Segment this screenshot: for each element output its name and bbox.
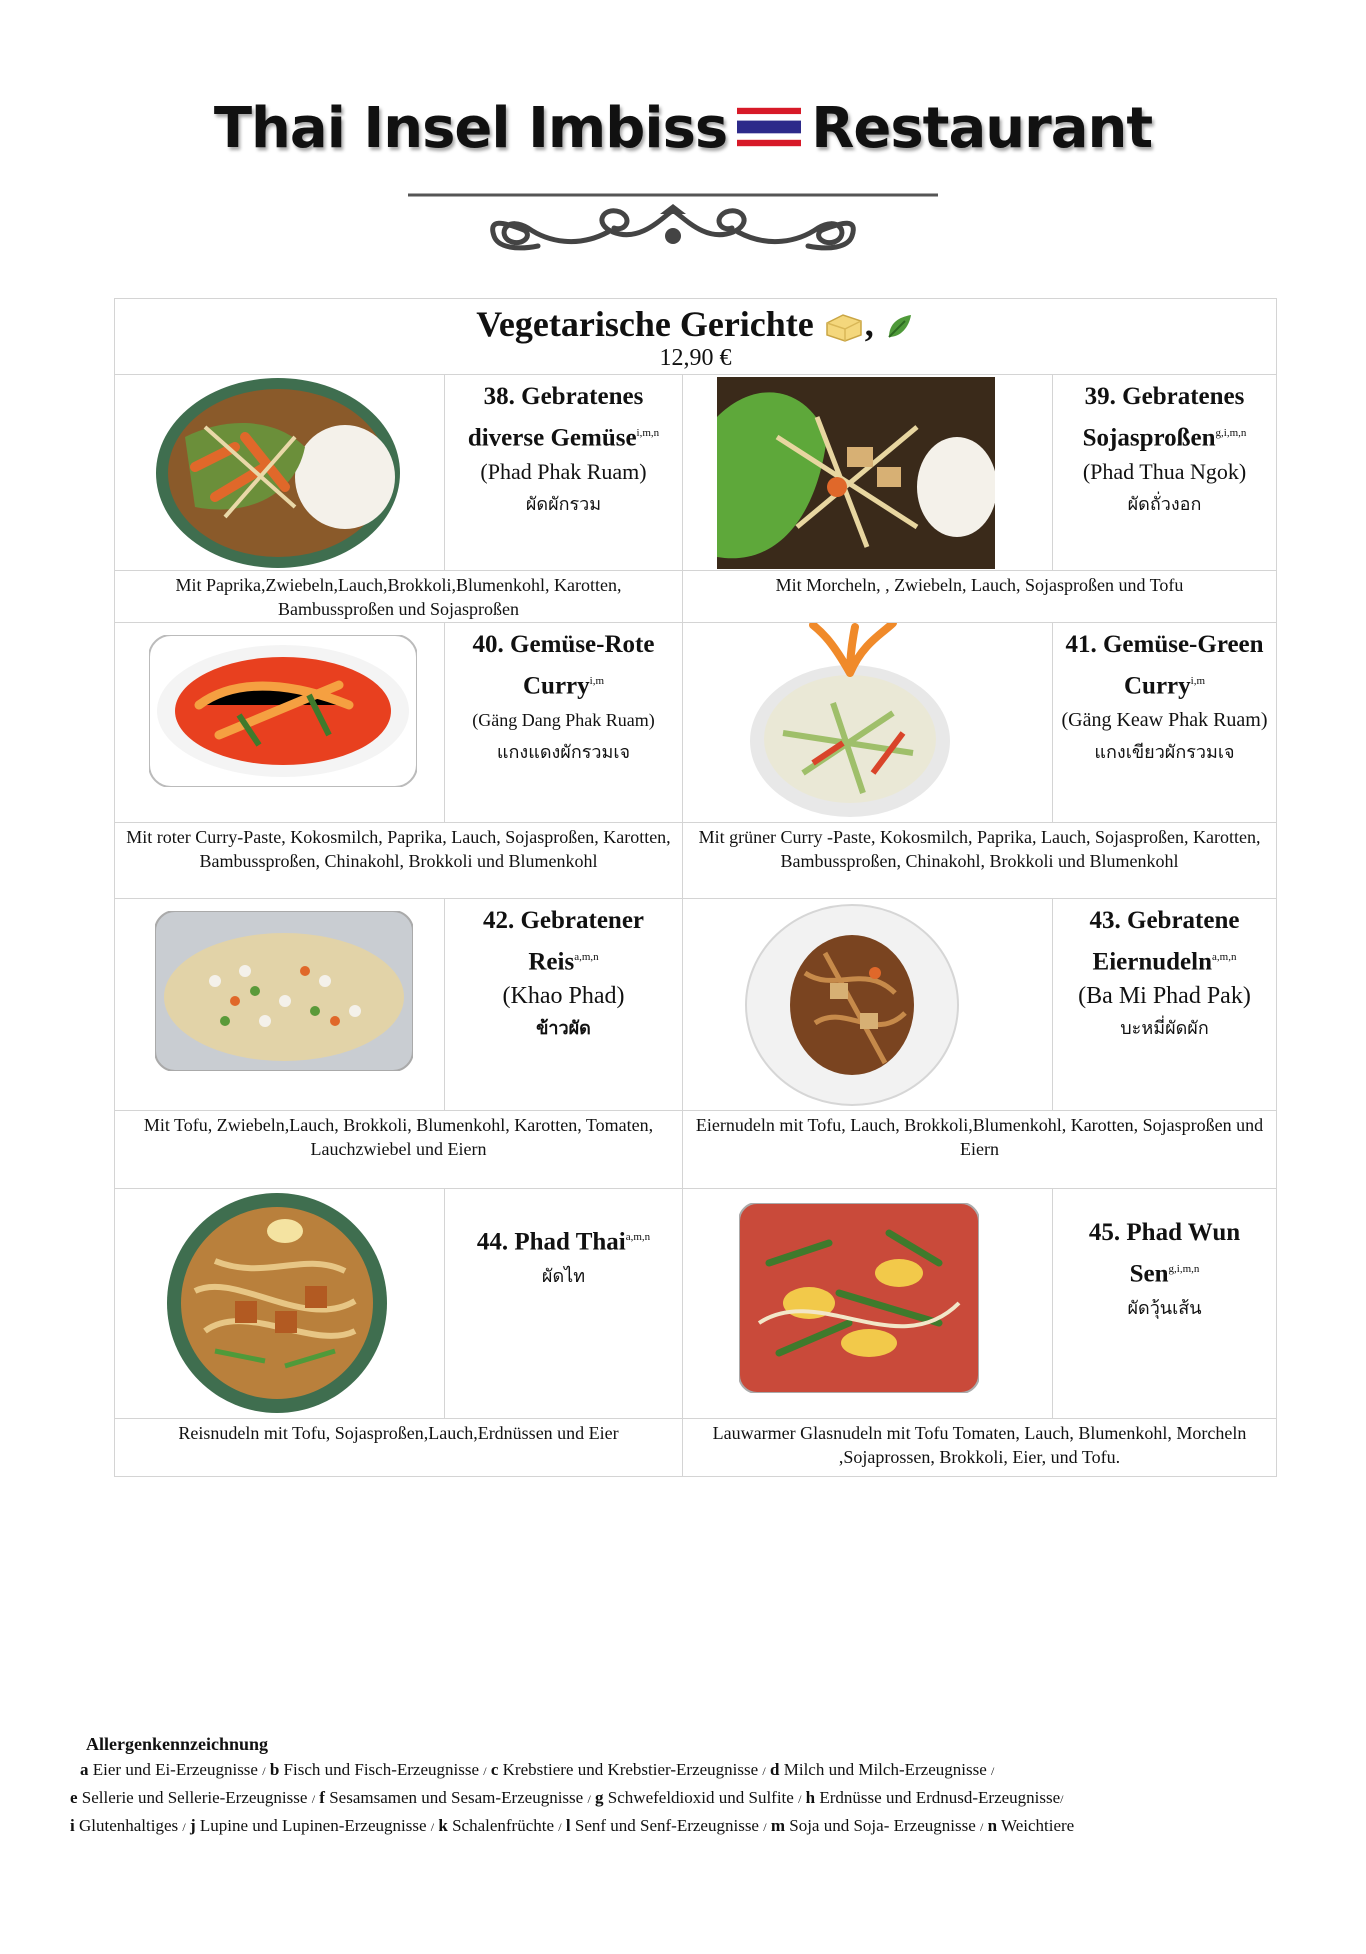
allergen-label: Eier und Ei-Erzeugnisse	[88, 1760, 263, 1779]
dish-image-40	[149, 635, 417, 787]
allergen-label: Krebstiere und Krebstier-Erzeugnisse	[498, 1760, 763, 1779]
allergen-code: k	[434, 1816, 448, 1835]
dish-image-44	[165, 1191, 389, 1415]
dish-description-42: Mit Tofu, Zwiebeln,Lauch, Brokkoli, Blumenkohl, Karotten, Tomaten, Lauchzwiebel und Eiern	[115, 1111, 683, 1189]
dish-description-38: Mit Paprika,Zwiebeln,Lauch,Brokkoli,Blumenkohl, Karotten, Bambussproßen und Sojasproßen	[115, 571, 683, 623]
dish-thai-script-44: ผัดไท	[541, 1266, 586, 1288]
dish-photo-41	[683, 623, 1053, 823]
thai-flag-icon	[737, 107, 801, 147]
allergen-codes-45: g,i,m,n	[1168, 1263, 1200, 1275]
dish-photo-38	[115, 375, 445, 571]
allergen-label: Schalenfrüchte	[447, 1816, 559, 1835]
allergen-separator: /	[262, 1764, 266, 1778]
dish-description-45: Lauwarmer Glasnudeln mit Tofu Tomaten, Lauch, Blumenkohl, Morcheln ,Sojaprossen, Brokkoli, Eier, und Tofu.	[683, 1419, 1277, 1477]
dish-description-41: Mit grüner Curry -Paste, Kokosmilch, Paprika, Lauch, Sojasproßen, Karotten, Bambussproßen, Chinakohl, Brokkoli und Blumenkohl	[683, 823, 1277, 899]
dish-alt-name-38: (Phad Phak Ruam)	[480, 459, 647, 485]
allergen-code: a	[80, 1760, 89, 1779]
allergen-codes-43: a,m,n	[1212, 951, 1237, 963]
section-title-text: Vegetarische Gerichte	[476, 303, 814, 344]
dish-image-38	[155, 377, 401, 569]
allergen-codes-42: a,m,n	[574, 951, 599, 963]
dish-image-43	[745, 903, 959, 1107]
allergen-label: Erdnüsse und Erdnusd-Erzeugnisse	[815, 1788, 1061, 1807]
dish-info-40	[445, 623, 683, 823]
dish-info-38	[445, 375, 683, 571]
allergen-code: d	[765, 1760, 780, 1779]
allergen-separator: /	[1060, 1792, 1064, 1806]
dish-name-42: 42. Gebratener Reis$^{a,m,n}$	[482, 907, 645, 976]
dish-alt-name-41: (Gäng Keaw Phak Ruam)	[1061, 709, 1268, 732]
section-price: 12,90 €	[659, 344, 732, 371]
allergen-code: h	[801, 1788, 816, 1807]
dish-info-45	[1053, 1189, 1277, 1419]
restaurant-name-left: Thai Insel Imbiss	[213, 96, 728, 161]
allergen-separator: /	[182, 1820, 186, 1834]
dish-info-44	[445, 1189, 683, 1419]
dish-name-45: 45. Phad Wun Sen$^{g,i,m,n}$	[1088, 1219, 1241, 1288]
allergen-label: Milch und Milch-Erzeugnisse	[779, 1760, 991, 1779]
tofu-icon	[823, 311, 865, 343]
dish-name-43: 43. Gebratene Eiernudeln$^{a,m,n}$	[1089, 907, 1240, 976]
dish-thai-script-38: ผัดผักรวม	[525, 494, 602, 516]
dish-info-43	[1053, 899, 1277, 1111]
allergen-separator: /	[311, 1792, 316, 1806]
allergen-separator: /	[991, 1764, 995, 1778]
allergen-codes-40: i,m	[589, 675, 605, 687]
allergen-label: Weichtiere	[997, 1816, 1075, 1835]
dish-name-41: 41. Gemüse-Green Curry$^{i,m}$	[1065, 631, 1264, 700]
dish-description-43: Eiernudeln mit Tofu, Lauch, Brokkoli,Blumenkohl, Karotten, Sojasproßen und Eiern	[683, 1111, 1277, 1189]
allergen-code: f	[315, 1788, 325, 1807]
allergen-label: Lupine und Lupinen-Erzeugnisse	[195, 1816, 431, 1835]
dish-description-44: Reisnudeln mit Tofu, Sojasproßen,Lauch,Erdnüssen und Eier	[115, 1419, 683, 1477]
dish-image-41	[743, 623, 957, 821]
allergen-label: Schwefeldioxid und Sulfite	[603, 1788, 799, 1807]
allergen-label: Senf und Senf-Erzeugnisse	[570, 1816, 764, 1835]
allergen-separator: /	[762, 1764, 766, 1778]
allergen-title: Allergenkennzeichnung	[86, 1734, 269, 1754]
allergen-separator: /	[483, 1764, 487, 1778]
allergen-separator: /	[587, 1792, 591, 1806]
dish-alt-name-43: (Ba Mi Phad Pak)	[1078, 983, 1251, 1010]
restaurant-name-right: Restaurant	[811, 96, 1153, 161]
dish-photo-39	[683, 375, 1053, 571]
dish-thai-script-40: แกงแดงผักรวมเจ	[496, 742, 631, 764]
dish-name-44: 44. Phad Thai$^{a,m,n}$	[476, 1228, 651, 1256]
allergen-separator: /	[798, 1792, 802, 1806]
dish-alt-name-39: (Phad Thua Ngok)	[1082, 459, 1247, 485]
restaurant-name	[0, 96, 1366, 161]
dish-thai-script-42: ข้าวผัด	[536, 1018, 591, 1040]
ornament-divider	[408, 192, 938, 258]
dish-info-39	[1053, 375, 1277, 571]
section-title-suffix: ,	[864, 303, 874, 344]
allergen-label: Sesamsamen und Sesam-Erzeugnisse	[324, 1788, 588, 1807]
dish-name-38: 38. Gebratenes diverse Gemüse$^{i,m,n}$	[467, 383, 660, 452]
dish-info-42	[445, 899, 683, 1111]
allergen-separator: /	[558, 1820, 562, 1834]
allergen-codes-41: i,m	[1190, 675, 1206, 687]
allergen-code: j	[185, 1816, 196, 1835]
leaf-icon	[883, 311, 915, 343]
allergen-codes-38: i,m,n	[636, 427, 660, 439]
dish-name-40: 40. Gemüse-Rote Curry$^{i,m}$	[472, 631, 655, 700]
section-title	[115, 300, 1276, 344]
allergen-code: g	[590, 1788, 604, 1807]
dish-description-40: Mit roter Curry-Paste, Kokosmilch, Paprika, Lauch, Sojasproßen, Karotten, Bambussproßen, Chinakohl, Brokkoli und Blumenkohl	[115, 823, 683, 899]
dish-thai-script-41: แกงเขียวผักรวมเจ	[1094, 742, 1235, 764]
allergen-label: Glutenhaltiges	[74, 1816, 183, 1835]
allergen-line-3	[70, 1812, 1310, 1841]
dish-image-45	[739, 1203, 979, 1393]
dish-info-41	[1053, 623, 1277, 823]
allergen-code: i	[70, 1816, 75, 1835]
allergen-label: Sellerie und Sellerie-Erzeugnisse	[77, 1788, 312, 1807]
dish-photo-44	[115, 1189, 445, 1419]
allergen-code: b	[265, 1760, 280, 1779]
dish-thai-script-39: ผัดถั่วงอก	[1127, 494, 1202, 516]
allergen-line-1	[80, 1756, 1320, 1785]
dish-photo-42	[115, 899, 445, 1111]
dish-image-42	[155, 911, 413, 1071]
dish-photo-43	[683, 899, 1053, 1111]
dish-image-39	[717, 377, 995, 569]
allergen-codes-44: a,m,n	[625, 1231, 651, 1243]
allergen-code: n	[983, 1816, 998, 1835]
allergen-label: Soja und Soja- Erzeugnisse	[785, 1816, 980, 1835]
allergen-line-2	[70, 1784, 1310, 1813]
allergen-code: m	[766, 1816, 785, 1835]
allergen-label: Fisch und Fisch-Erzeugnisse	[279, 1760, 484, 1779]
dish-description-39: Mit Morcheln, , Zwiebeln, Lauch, Sojasproßen und Tofu	[683, 571, 1277, 623]
allergen-code: e	[70, 1788, 78, 1807]
dish-thai-script-45: ผัดวุ้นเส้น	[1127, 1298, 1202, 1320]
dish-thai-script-43: บะหมี่ผัดผัก	[1120, 1018, 1209, 1040]
section-header	[115, 299, 1277, 375]
allergen-code: c	[486, 1760, 499, 1779]
dish-alt-name-42: (Khao Phad)	[502, 983, 625, 1010]
allergen-codes-39: g,i,m,n	[1215, 427, 1247, 439]
allergen-code: l	[561, 1816, 571, 1835]
allergen-separator: /	[763, 1820, 767, 1834]
allergen-separator: /	[430, 1820, 435, 1834]
dish-photo-40	[115, 623, 445, 823]
dish-alt-name-40: (Gäng Dang Phak Ruam)	[472, 710, 655, 731]
menu-table	[114, 298, 1277, 1477]
dish-photo-45	[683, 1189, 1053, 1419]
dish-name-39: 39. Gebratenes Sojasproßen$^{g,i,m,n}$	[1082, 383, 1247, 452]
allergen-separator: /	[980, 1820, 984, 1834]
